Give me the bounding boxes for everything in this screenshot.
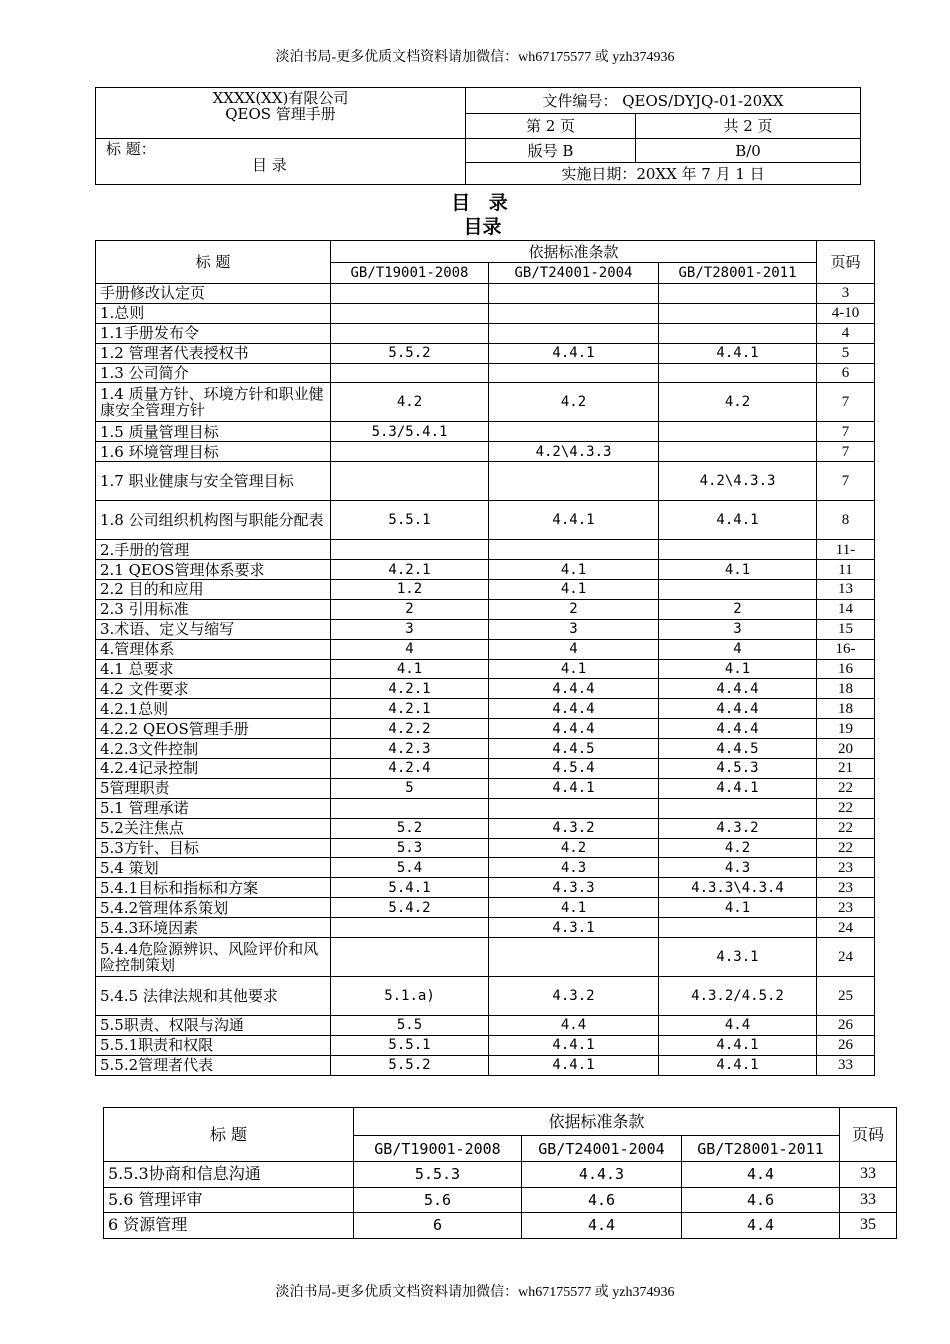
- col-page-header: 页码: [817, 241, 875, 284]
- row-std2: 4.1: [489, 560, 659, 580]
- table-row: [96, 759, 875, 779]
- row-std2: 4.4.1: [489, 1055, 659, 1075]
- row-title: 2.2 目的和应用: [96, 580, 331, 600]
- row-title: 1.4 质量方针、环境方针和职业健康安全管理方针: [96, 383, 331, 422]
- row-std1: 5.5.1: [331, 1035, 489, 1055]
- row-title: 5.5.1职责和权限: [96, 1035, 331, 1055]
- row-title: 5.5职责、权限与沟通: [96, 1016, 331, 1036]
- col-std2-header-2: GB/T24001-2004: [522, 1136, 682, 1162]
- row-std2: [489, 422, 659, 442]
- row-page: 4: [817, 323, 875, 343]
- table-row: [96, 462, 875, 501]
- row-title: 2.手册的管理: [96, 540, 331, 560]
- page-subtitle: 目录: [463, 216, 502, 238]
- title-value: 目 录: [252, 156, 287, 174]
- row-title: 1.6 环境管理目标: [96, 442, 331, 462]
- row-title: 5.5.3协商和信息沟通: [104, 1162, 354, 1188]
- row-std3: 4.4.1: [659, 1035, 817, 1055]
- table-row: [96, 878, 875, 898]
- row-title: 5.4.5 法律法规和其他要求: [96, 977, 331, 1016]
- table-row: [96, 858, 875, 878]
- row-std2: 4.4.1: [489, 501, 659, 540]
- row-std1: 5.1.a): [331, 977, 489, 1016]
- table-row: [96, 303, 875, 323]
- row-std2: 4.4.3: [522, 1162, 682, 1188]
- row-std2: 3: [489, 619, 659, 639]
- row-std3: 3: [659, 619, 817, 639]
- revision: B/0: [636, 139, 861, 163]
- row-page: 7: [817, 383, 875, 422]
- row-std3: 4.4.1: [659, 778, 817, 798]
- col-basis-header-2: 依据标准条款: [354, 1108, 840, 1136]
- row-page: 4-10: [817, 303, 875, 323]
- row-std1: 4.1: [331, 659, 489, 679]
- row-title: 5.2关注焦点: [96, 818, 331, 838]
- row-title: 1.8 公司组织机构图与职能分配表: [96, 501, 331, 540]
- row-std1: [331, 462, 489, 501]
- table-row: [96, 383, 875, 422]
- title-cell: [96, 139, 466, 185]
- row-std1: 4: [331, 639, 489, 659]
- row-std2: [489, 363, 659, 383]
- row-std2: 4.3.3: [489, 878, 659, 898]
- row-std1: 4.2.1: [331, 679, 489, 699]
- table-row: [96, 422, 875, 442]
- col-std3-header: GB/T28001-2011: [659, 263, 817, 284]
- row-title: 4.2.1总则: [96, 699, 331, 719]
- table-row: [96, 540, 875, 560]
- row-page: 14: [817, 599, 875, 619]
- row-std2: 4: [489, 639, 659, 659]
- row-std3: [659, 580, 817, 600]
- row-page: 22: [817, 778, 875, 798]
- row-page: 6: [817, 363, 875, 383]
- table-row: [96, 679, 875, 699]
- row-std2: 4.4.4: [489, 699, 659, 719]
- row-page: 25: [817, 977, 875, 1016]
- table-row: [96, 739, 875, 759]
- row-std3: 4.3.2/4.5.2: [659, 977, 817, 1016]
- row-title: 5.1 管理承诺: [96, 798, 331, 818]
- col-title-header: 标 题: [96, 241, 331, 284]
- row-page: 16-: [817, 639, 875, 659]
- row-std1: 5.4: [331, 858, 489, 878]
- row-std2: [489, 284, 659, 304]
- row-title: 4.1 总要求: [96, 659, 331, 679]
- row-std3: [659, 284, 817, 304]
- row-std2: 4.3: [489, 858, 659, 878]
- row-page: 20: [817, 739, 875, 759]
- row-std3: 4.3: [659, 858, 817, 878]
- watermark-top: 淡泊书局-更多优质文档资料请加微信：wh67175577 或 yzh374936: [275, 50, 675, 65]
- row-std2: 4.3.1: [489, 918, 659, 938]
- row-std3: 4.3.3\4.3.4: [659, 878, 817, 898]
- row-std2: 4.4: [522, 1213, 682, 1239]
- row-page: 26: [817, 1016, 875, 1036]
- row-std2: 4.4.1: [489, 343, 659, 363]
- row-title: 1.5 质量管理目标: [96, 422, 331, 442]
- page-title: 目 录: [451, 192, 514, 214]
- row-std3: [659, 363, 817, 383]
- row-title: 1.总则: [96, 303, 331, 323]
- row-std3: 4.4: [682, 1162, 840, 1188]
- row-title: 2.3 引用标准: [96, 599, 331, 619]
- row-std2: [489, 323, 659, 343]
- row-std3: [659, 323, 817, 343]
- row-title: 4.管理体系: [96, 639, 331, 659]
- table-row: [96, 442, 875, 462]
- table-row: [96, 898, 875, 918]
- table-row: [96, 284, 875, 304]
- row-std3: 4.2: [659, 838, 817, 858]
- version: 版号 B: [466, 139, 636, 163]
- table-row: [96, 501, 875, 540]
- row-std2: 2: [489, 599, 659, 619]
- row-page: 8: [817, 501, 875, 540]
- row-std1: 5.4.1: [331, 878, 489, 898]
- table-row: [96, 977, 875, 1016]
- row-title: 6 资源管理: [104, 1213, 354, 1239]
- col-title-header-2: 标 题: [104, 1108, 354, 1162]
- row-page: 22: [817, 798, 875, 818]
- col-std1-header-2: GB/T19001-2008: [354, 1136, 522, 1162]
- row-std1: 5.4.2: [331, 898, 489, 918]
- row-std3: 4.4.4: [659, 719, 817, 739]
- row-std1: 4.2: [331, 383, 489, 422]
- table-row: [96, 818, 875, 838]
- row-title: 3.术语、定义与缩写: [96, 619, 331, 639]
- row-std1: [331, 323, 489, 343]
- row-page: 33: [840, 1162, 897, 1188]
- row-std1: 5.5.1: [331, 501, 489, 540]
- row-page: 19: [817, 719, 875, 739]
- table-row: [96, 1055, 875, 1075]
- col-std1-header: GB/T19001-2008: [331, 263, 489, 284]
- row-std3: 4.4.4: [659, 679, 817, 699]
- row-std3: [659, 422, 817, 442]
- row-std2: 4.4: [489, 1016, 659, 1036]
- col-page-header-2: 页码: [840, 1108, 897, 1162]
- row-std2: 4.3.2: [489, 818, 659, 838]
- row-title: 5管理职责: [96, 778, 331, 798]
- row-std1: 5.6: [354, 1187, 522, 1213]
- page-total: 共 2 页: [636, 114, 861, 139]
- row-std3: 4.4: [659, 1016, 817, 1036]
- table-row: [104, 1213, 897, 1239]
- row-std1: [331, 918, 489, 938]
- row-title: 1.3 公司简介: [96, 363, 331, 383]
- table-row: [96, 343, 875, 363]
- table-row: [96, 619, 875, 639]
- row-page: 5: [817, 343, 875, 363]
- row-title: 5.6 管理评审: [104, 1187, 354, 1213]
- row-std3: 4.3.1: [659, 938, 817, 977]
- table-row: [96, 659, 875, 679]
- row-std1: [331, 284, 489, 304]
- row-std2: 4.4.4: [489, 719, 659, 739]
- title-label: 标 题：: [106, 140, 156, 158]
- row-page: 33: [840, 1187, 897, 1213]
- row-std1: 4.2.2: [331, 719, 489, 739]
- row-std3: 4.5.3: [659, 759, 817, 779]
- row-page: 23: [817, 858, 875, 878]
- row-std1: 5.5: [331, 1016, 489, 1036]
- row-std3: 4.4.4: [659, 699, 817, 719]
- row-std2: 4.1: [489, 659, 659, 679]
- row-std3: 4.4.5: [659, 739, 817, 759]
- table-row: [96, 798, 875, 818]
- col-std2-header: GB/T24001-2004: [489, 263, 659, 284]
- row-std2: 4.1: [489, 898, 659, 918]
- row-page: 26: [817, 1035, 875, 1055]
- table-row: [96, 560, 875, 580]
- table-row: [96, 778, 875, 798]
- row-std3: 4.4.1: [659, 501, 817, 540]
- toc-body: [96, 284, 875, 1076]
- row-std2: 4.1: [489, 580, 659, 600]
- table-row: [96, 599, 875, 619]
- row-std1: 5.3: [331, 838, 489, 858]
- effective-date: 实施日期：20XX 年 7 月 1 日: [466, 163, 861, 185]
- row-std3: 4.1: [659, 659, 817, 679]
- row-std3: 4: [659, 639, 817, 659]
- row-std1: 5.5.2: [331, 343, 489, 363]
- table-row: [96, 363, 875, 383]
- table-row: [96, 639, 875, 659]
- row-std2: 4.6: [522, 1187, 682, 1213]
- table-row: [96, 938, 875, 977]
- toc-table: [95, 240, 875, 1076]
- row-page: 23: [817, 898, 875, 918]
- row-page: 18: [817, 679, 875, 699]
- row-page: 23: [817, 878, 875, 898]
- manual-name: QEOS 管理手册: [225, 105, 336, 123]
- row-std1: 4.2.1: [331, 699, 489, 719]
- table-row: [96, 719, 875, 739]
- toc-table-continued: [103, 1107, 897, 1239]
- row-title: 5.3方针、目标: [96, 838, 331, 858]
- row-std1: 4.2.4: [331, 759, 489, 779]
- row-title: 5.5.2管理者代表: [96, 1055, 331, 1075]
- row-title: 4.2.4记录控制: [96, 759, 331, 779]
- row-std3: [659, 540, 817, 560]
- row-std1: [331, 938, 489, 977]
- row-title: 2.1 QEOS管理体系要求: [96, 560, 331, 580]
- table-row: [96, 918, 875, 938]
- row-page: 18: [817, 699, 875, 719]
- row-std1: 3: [331, 619, 489, 639]
- row-page: 11: [817, 560, 875, 580]
- table-row: [104, 1187, 897, 1213]
- row-std2: 4.4.1: [489, 778, 659, 798]
- row-std2: 4.2\4.3.3: [489, 442, 659, 462]
- row-std3: [659, 303, 817, 323]
- row-page: 7: [817, 462, 875, 501]
- row-std2: 4.4.1: [489, 1035, 659, 1055]
- row-std3: [659, 442, 817, 462]
- table-row: [96, 1016, 875, 1036]
- row-std1: [331, 303, 489, 323]
- row-std3: 4.1: [659, 898, 817, 918]
- row-std2: 4.5.4: [489, 759, 659, 779]
- row-std3: 4.3.2: [659, 818, 817, 838]
- row-page: 16: [817, 659, 875, 679]
- row-page: 22: [817, 818, 875, 838]
- row-std2: 4.4.4: [489, 679, 659, 699]
- row-title: 5.4.3环境因素: [96, 918, 331, 938]
- row-std3: 2: [659, 599, 817, 619]
- row-std1: 5.5.3: [354, 1162, 522, 1188]
- row-std3: 4.2: [659, 383, 817, 422]
- row-title: 4.2.3文件控制: [96, 739, 331, 759]
- row-std1: 5.5.2: [331, 1055, 489, 1075]
- row-std1: 5.3/5.4.1: [331, 422, 489, 442]
- table-row: [96, 699, 875, 719]
- company-name: XXXX(XX)有限公司: [212, 89, 349, 107]
- row-std1: [331, 540, 489, 560]
- watermark-bottom: 淡泊书局-更多优质文档资料请加微信：wh67175577 或 yzh374936: [275, 1285, 675, 1300]
- row-page: 21: [817, 759, 875, 779]
- row-title: 1.7 职业健康与安全管理目标: [96, 462, 331, 501]
- row-page: 24: [817, 938, 875, 977]
- row-page: 7: [817, 422, 875, 442]
- row-title: 5.4.4危险源辨识、风险评价和风险控制策划: [96, 938, 331, 977]
- row-std3: 4.4.1: [659, 1055, 817, 1075]
- row-page: 22: [817, 838, 875, 858]
- row-std3: 4.2\4.3.3: [659, 462, 817, 501]
- row-std1: [331, 442, 489, 462]
- row-std2: [489, 798, 659, 818]
- row-title: 5.4.1目标和指标和方案: [96, 878, 331, 898]
- row-std1: 2: [331, 599, 489, 619]
- row-std3: [659, 798, 817, 818]
- row-std1: 6: [354, 1213, 522, 1239]
- row-std2: 4.2: [489, 383, 659, 422]
- row-title: 5.4 策划: [96, 858, 331, 878]
- row-std3: [659, 918, 817, 938]
- row-page: 15: [817, 619, 875, 639]
- row-std3: 4.6: [682, 1187, 840, 1213]
- row-std1: [331, 798, 489, 818]
- row-std1: 4.2.3: [331, 739, 489, 759]
- row-std3: 4.1: [659, 560, 817, 580]
- row-std2: 4.4.5: [489, 739, 659, 759]
- row-std2: [489, 938, 659, 977]
- table-row: [96, 838, 875, 858]
- row-std2: 4.2: [489, 838, 659, 858]
- row-std2: 4.3.2: [489, 977, 659, 1016]
- doc-number: 文件编号： QEOS/DYJQ-01-20XX: [466, 88, 861, 114]
- row-title: 4.2.2 QEOS管理手册: [96, 719, 331, 739]
- row-page: 35: [840, 1213, 897, 1239]
- row-std1: 5: [331, 778, 489, 798]
- row-page: 7: [817, 442, 875, 462]
- row-page: 3: [817, 284, 875, 304]
- document-header-table: [95, 87, 861, 185]
- row-std1: [331, 363, 489, 383]
- row-std1: 4.2.1: [331, 560, 489, 580]
- row-title: 手册修改认定页: [96, 284, 331, 304]
- col-basis-header: 依据标准条款: [331, 241, 817, 263]
- row-std1: 5.2: [331, 818, 489, 838]
- row-page: 13: [817, 580, 875, 600]
- row-page: 24: [817, 918, 875, 938]
- row-std3: 4.4: [682, 1213, 840, 1239]
- page-number: 第 2 页: [466, 114, 636, 139]
- row-std2: [489, 462, 659, 501]
- col-std3-header-2: GB/T28001-2011: [682, 1136, 840, 1162]
- row-std2: [489, 303, 659, 323]
- row-title: 4.2 文件要求: [96, 679, 331, 699]
- table-row: [96, 580, 875, 600]
- toc-body-continued: [104, 1162, 897, 1239]
- row-page: 11-: [817, 540, 875, 560]
- row-page: 33: [817, 1055, 875, 1075]
- company-cell: [96, 88, 466, 139]
- row-std1: 1.2: [331, 580, 489, 600]
- table-row: [96, 323, 875, 343]
- row-std3: 4.4.1: [659, 343, 817, 363]
- row-title: 1.1手册发布令: [96, 323, 331, 343]
- row-title: 1.2 管理者代表授权书: [96, 343, 331, 363]
- row-std2: [489, 540, 659, 560]
- table-row: [104, 1162, 897, 1188]
- row-title: 5.4.2管理体系策划: [96, 898, 331, 918]
- table-row: [96, 1035, 875, 1055]
